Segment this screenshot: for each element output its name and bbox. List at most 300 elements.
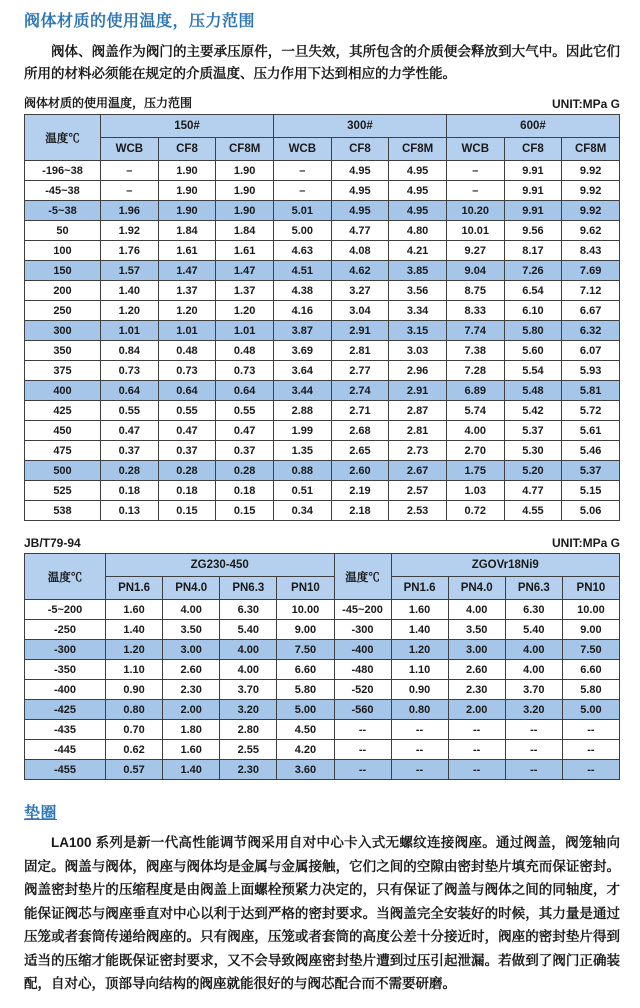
temperature-cell: 350 xyxy=(25,341,101,361)
pressure-value-cell: 0.28 xyxy=(101,461,159,481)
class-300-header: 300# xyxy=(273,115,446,138)
pressure-value-cell: 6.32 xyxy=(562,321,620,341)
pressure-value-cell: -- xyxy=(505,760,562,780)
pressure-value-cell: 0.64 xyxy=(216,381,274,401)
pressure-value-cell: 9.92 xyxy=(562,161,620,181)
pressure-value-cell: 1.90 xyxy=(158,201,216,221)
pressure-value-cell: 2.91 xyxy=(389,381,447,401)
temperature-cell: -45~38 xyxy=(25,181,101,201)
pressure-value-cell: 5.72 xyxy=(562,401,620,421)
temperature-cell: -45~200 xyxy=(334,600,391,620)
temperature-cell: -- xyxy=(334,720,391,740)
pressure-value-cell: 1.60 xyxy=(106,600,163,620)
table2-pn-header-row xyxy=(25,577,620,600)
pressure-value-cell: 0.37 xyxy=(101,441,159,461)
pressure-value-cell: 2.74 xyxy=(331,381,389,401)
pressure-value-cell: 0.80 xyxy=(391,700,448,720)
temperature-cell: -300 xyxy=(334,620,391,640)
pressure-value-cell: 1.03 xyxy=(446,481,504,501)
pressure-value-cell: -- xyxy=(391,740,448,760)
pressure-value-cell: 0.84 xyxy=(101,341,159,361)
grade-column-header: CF8 xyxy=(158,138,216,161)
pressure-value-cell: 8.75 xyxy=(446,281,504,301)
pressure-value-cell: 5.15 xyxy=(562,481,620,501)
grade-column-header: CF8M xyxy=(389,138,447,161)
pressure-value-cell: 1.80 xyxy=(163,720,220,740)
pressure-value-cell: 3.27 xyxy=(331,281,389,301)
pressure-value-cell: 5.40 xyxy=(505,620,562,640)
temperature-column-header: 温度℃ xyxy=(25,115,101,161)
table-row xyxy=(25,620,620,640)
pressure-value-cell: 0.28 xyxy=(158,461,216,481)
grade-column-header: PN4.0 xyxy=(448,577,505,600)
temperature-cell: 250 xyxy=(25,301,101,321)
pressure-value-cell: 0.73 xyxy=(101,361,159,381)
pressure-value-cell: 4.95 xyxy=(331,161,389,181)
pressure-value-cell: 0.18 xyxy=(216,481,274,501)
table-row xyxy=(25,381,620,401)
pressure-value-cell: 1.96 xyxy=(101,201,159,221)
pressure-value-cell: -- xyxy=(391,760,448,780)
pressure-value-cell: 3.85 xyxy=(389,261,447,281)
temperature-cell: -455 xyxy=(25,760,106,780)
grade-column-header: PN10 xyxy=(562,577,619,600)
pressure-value-cell: 0.18 xyxy=(101,481,159,501)
temperature-cell: 500 xyxy=(25,461,101,481)
pressure-value-cell: -- xyxy=(562,760,619,780)
pressure-value-cell: 5.60 xyxy=(504,341,562,361)
table-row xyxy=(25,740,620,760)
pressure-value-cell: – xyxy=(273,161,331,181)
pressure-value-cell: 5.20 xyxy=(504,461,562,481)
pressure-value-cell: – xyxy=(273,181,331,201)
pressure-value-cell: 0.70 xyxy=(106,720,163,740)
pressure-value-cell: 4.77 xyxy=(331,221,389,241)
pressure-value-cell: 6.30 xyxy=(505,600,562,620)
pressure-value-cell: -- xyxy=(562,720,619,740)
pressure-value-cell: 1.90 xyxy=(158,161,216,181)
pressure-value-cell: 5.00 xyxy=(277,700,334,720)
pressure-value-cell: 1.99 xyxy=(273,421,331,441)
pressure-value-cell: 2.53 xyxy=(389,501,447,521)
grade-column-header: CF8 xyxy=(504,138,562,161)
pressure-value-cell: 4.16 xyxy=(273,301,331,321)
grade-column-header: CF8M xyxy=(562,138,620,161)
pressure-value-cell: 1.84 xyxy=(216,221,274,241)
temperature-cell: 425 xyxy=(25,401,101,421)
temperature-cell: 475 xyxy=(25,441,101,461)
pressure-value-cell: 2.87 xyxy=(389,401,447,421)
pressure-value-cell: 2.91 xyxy=(331,321,389,341)
pressure-value-cell: 4.95 xyxy=(331,181,389,201)
pressure-value-cell: 4.50 xyxy=(277,720,334,740)
pressure-value-cell: 2.88 xyxy=(273,401,331,421)
pressure-value-cell: 5.30 xyxy=(504,441,562,461)
class-150-header: 150# xyxy=(101,115,274,138)
temperature-cell: 400 xyxy=(25,381,101,401)
pressure-value-cell: 0.72 xyxy=(446,501,504,521)
pressure-value-cell: 2.00 xyxy=(163,700,220,720)
pressure-value-cell: 0.13 xyxy=(101,501,159,521)
grade-column-header: PN6.3 xyxy=(505,577,562,600)
table2-unit-label: UNIT:MPa G xyxy=(551,536,620,550)
pressure-value-cell: 9.62 xyxy=(562,221,620,241)
pressure-value-cell: 4.95 xyxy=(389,201,447,221)
table-row xyxy=(25,241,620,261)
table-row xyxy=(25,301,620,321)
pressure-value-cell: 4.95 xyxy=(331,201,389,221)
pressure-value-cell: 4.00 xyxy=(163,600,220,620)
pressure-value-cell: 5.80 xyxy=(277,680,334,700)
pressure-value-cell: -- xyxy=(505,720,562,740)
class-600-header: 600# xyxy=(446,115,619,138)
pressure-value-cell: 1.61 xyxy=(216,241,274,261)
pressure-value-cell: 0.55 xyxy=(216,401,274,421)
pressure-value-cell: 8.33 xyxy=(446,301,504,321)
temperature-cell: -435 xyxy=(25,720,106,740)
pressure-value-cell: 4.21 xyxy=(389,241,447,261)
table1-material-header-row xyxy=(25,138,620,161)
pressure-value-cell: 5.42 xyxy=(504,401,562,421)
pressure-value-cell: 4.62 xyxy=(331,261,389,281)
pressure-value-cell: – xyxy=(101,161,159,181)
pressure-value-cell: 0.64 xyxy=(101,381,159,401)
pressure-value-cell: 2.68 xyxy=(331,421,389,441)
pressure-value-cell: 7.12 xyxy=(562,281,620,301)
pressure-value-cell: -- xyxy=(448,740,505,760)
pressure-value-cell: 2.65 xyxy=(331,441,389,461)
pressure-value-cell: 1.10 xyxy=(391,660,448,680)
table-row xyxy=(25,161,620,181)
table-row xyxy=(25,181,620,201)
pressure-value-cell: 0.47 xyxy=(216,421,274,441)
pressure-value-cell: 6.60 xyxy=(277,660,334,680)
intro-paragraph: 阀体、阀盖作为阀门的主要承压原件，一旦失效，其所包含的介质便会释放到大气中。因此它们所用的材料必须能在规定的介质温度、压力作用下达到相应的力学性能。 xyxy=(24,44,620,81)
pressure-value-cell: 4.08 xyxy=(331,241,389,261)
table-row xyxy=(25,401,620,421)
pressure-value-cell: 3.00 xyxy=(163,640,220,660)
pressure-value-cell: 7.26 xyxy=(504,261,562,281)
pressure-value-cell: 1.90 xyxy=(216,201,274,221)
pressure-value-cell: 5.80 xyxy=(562,680,619,700)
pressure-value-cell: 0.73 xyxy=(158,361,216,381)
pressure-value-cell: 1.57 xyxy=(101,261,159,281)
pressure-value-cell: 2.57 xyxy=(389,481,447,501)
zgovr18ni9-header: ZGOVr18Ni9 xyxy=(391,554,620,577)
grade-column-header: PN6.3 xyxy=(220,577,277,600)
pressure-value-cell: -- xyxy=(448,760,505,780)
pressure-value-cell: 0.47 xyxy=(101,421,159,441)
pressure-value-cell: 4.63 xyxy=(273,241,331,261)
pressure-value-cell: 2.30 xyxy=(220,760,277,780)
pressure-value-cell: 6.30 xyxy=(220,600,277,620)
pressure-value-cell: 1.90 xyxy=(158,181,216,201)
pressure-value-cell: 9.56 xyxy=(504,221,562,241)
pressure-value-cell: 0.37 xyxy=(216,441,274,461)
table2-caption-row xyxy=(24,536,620,550)
table-row xyxy=(25,760,620,780)
pressure-value-cell: 5.93 xyxy=(562,361,620,381)
pressure-value-cell: 1.01 xyxy=(101,321,159,341)
gasket-section-title: 垫圈 xyxy=(24,805,58,822)
table-row xyxy=(25,600,620,620)
pressure-value-cell: 2.81 xyxy=(389,421,447,441)
pressure-value-cell: 9.91 xyxy=(504,161,562,181)
table-row xyxy=(25,421,620,441)
temperature-cell: -400 xyxy=(334,640,391,660)
grade-column-header: PN1.6 xyxy=(391,577,448,600)
pressure-value-cell: 0.28 xyxy=(216,461,274,481)
pressure-value-cell: 7.69 xyxy=(562,261,620,281)
pressure-value-cell: 9.04 xyxy=(446,261,504,281)
pressure-value-cell: 2.81 xyxy=(331,341,389,361)
temperature-cell: 200 xyxy=(25,281,101,301)
pressure-value-cell: 1.37 xyxy=(216,281,274,301)
pressure-value-cell: 4.95 xyxy=(389,181,447,201)
pressure-value-cell: 0.34 xyxy=(273,501,331,521)
pressure-value-cell: 1.37 xyxy=(158,281,216,301)
gasket-paragraph: LA100 系列是新一代高性能调节阀采用自对中心卡入式无螺纹连接阀座。通过阀盖，阀笼轴向固定。阀盖与阀体，阀座与阀体均是金属与金属接触，它们之间的空隙由密封垫片填充而保证密封。阀盖密封垫片的压缩程度是由阀盖上面螺栓预紧力决定的，只有保证了阀盖与阀体之间的同轴度，才能保证阀芯与阀座垂直对中心以利于达到严格的密封要求。当阀盖完全安装好的时候，其力量是通过压笼或者套筒传递给阀座的。只有阀座，压笼或者套筒的高度公差十分接近时，阀座的密封垫片得到适当的压缩才能既保证密封要求，又不会导致阀座密封垫片遭到过压引起泄漏。若做到了阀门正确装配，自对心，顶部导向结构的阀座就能很好的与阀芯配合而不需要研磨。 xyxy=(24,835,620,991)
table-row xyxy=(25,201,620,221)
pressure-value-cell: 10.20 xyxy=(446,201,504,221)
pressure-value-cell: 2.30 xyxy=(448,680,505,700)
pressure-value-cell: 1.60 xyxy=(391,600,448,620)
pressure-value-cell: 5.46 xyxy=(562,441,620,461)
pressure-value-cell: 1.20 xyxy=(106,640,163,660)
temperature-cell: -400 xyxy=(25,680,106,700)
pressure-value-cell: 1.47 xyxy=(216,261,274,281)
table2-caption: JB/T79-94 xyxy=(24,536,81,550)
table2-group-header-row xyxy=(25,554,620,577)
pressure-value-cell: 3.44 xyxy=(273,381,331,401)
pressure-value-cell: 9.91 xyxy=(504,181,562,201)
pressure-value-cell: -- xyxy=(448,720,505,740)
grade-column-header: PN4.0 xyxy=(163,577,220,600)
pressure-value-cell: 4.38 xyxy=(273,281,331,301)
pressure-value-cell: 5.81 xyxy=(562,381,620,401)
pressure-value-cell: 2.67 xyxy=(389,461,447,481)
pressure-value-cell: 7.50 xyxy=(562,640,619,660)
temperature-cell: -445 xyxy=(25,740,106,760)
table-row xyxy=(25,441,620,461)
pressure-value-cell: 4.00 xyxy=(446,421,504,441)
pressure-value-cell: 4.00 xyxy=(220,660,277,680)
pressure-value-cell: -- xyxy=(391,720,448,740)
table1-group-header-row xyxy=(25,115,620,138)
pressure-value-cell: 4.95 xyxy=(389,161,447,181)
temperature-cell: -425 xyxy=(25,700,106,720)
pressure-value-cell: 0.48 xyxy=(216,341,274,361)
temperature-cell: 300 xyxy=(25,321,101,341)
temperature-cell: -480 xyxy=(334,660,391,680)
table-row xyxy=(25,341,620,361)
pressure-value-cell: 1.35 xyxy=(273,441,331,461)
pressure-value-cell: 1.40 xyxy=(101,281,159,301)
pressure-value-cell: 0.51 xyxy=(273,481,331,501)
pressure-value-cell: 7.50 xyxy=(277,640,334,660)
material-rating-table xyxy=(24,114,620,521)
pressure-value-cell: 0.18 xyxy=(158,481,216,501)
pressure-value-cell: 0.57 xyxy=(106,760,163,780)
pressure-value-cell: 2.00 xyxy=(448,700,505,720)
grade-column-header: WCB xyxy=(446,138,504,161)
pressure-value-cell: 1.20 xyxy=(101,301,159,321)
pressure-value-cell: 4.00 xyxy=(505,640,562,660)
pressure-value-cell: 5.37 xyxy=(562,461,620,481)
temperature-cell: -- xyxy=(334,760,391,780)
pressure-value-cell: 7.74 xyxy=(446,321,504,341)
pressure-value-cell: 0.80 xyxy=(106,700,163,720)
pressure-value-cell: 1.61 xyxy=(158,241,216,261)
pressure-value-cell: 10.00 xyxy=(562,600,619,620)
pressure-value-cell: 1.20 xyxy=(158,301,216,321)
pressure-value-cell: 0.90 xyxy=(106,680,163,700)
pressure-value-cell: 1.76 xyxy=(101,241,159,261)
table-row xyxy=(25,720,620,740)
pressure-value-cell: 3.64 xyxy=(273,361,331,381)
pressure-value-cell: 1.40 xyxy=(391,620,448,640)
pressure-value-cell: 0.73 xyxy=(216,361,274,381)
pressure-value-cell: 3.20 xyxy=(505,700,562,720)
pressure-value-cell: 3.03 xyxy=(389,341,447,361)
zg230-450-header: ZG230-450 xyxy=(106,554,335,577)
temperature-cell: -300 xyxy=(25,640,106,660)
grade-column-header: CF8 xyxy=(331,138,389,161)
pressure-value-cell: 0.55 xyxy=(158,401,216,421)
temperature-column-header: 温度℃ xyxy=(25,554,106,600)
pressure-value-cell: – xyxy=(446,181,504,201)
pressure-value-cell: 1.20 xyxy=(216,301,274,321)
table-row xyxy=(25,640,620,660)
table-row xyxy=(25,261,620,281)
pressure-value-cell: 4.77 xyxy=(504,481,562,501)
pressure-value-cell: 2.19 xyxy=(331,481,389,501)
pressure-value-cell: 0.37 xyxy=(158,441,216,461)
pressure-value-cell: 1.01 xyxy=(158,321,216,341)
pressure-value-cell: 2.96 xyxy=(389,361,447,381)
grade-column-header: WCB xyxy=(273,138,331,161)
pressure-value-cell: 2.77 xyxy=(331,361,389,381)
pressure-value-cell: 1.40 xyxy=(163,760,220,780)
pressure-value-cell: 3.69 xyxy=(273,341,331,361)
pressure-value-cell: 4.51 xyxy=(273,261,331,281)
pressure-value-cell: 1.10 xyxy=(106,660,163,680)
pressure-value-cell: 6.67 xyxy=(562,301,620,321)
pressure-value-cell: 1.75 xyxy=(446,461,504,481)
pressure-value-cell: 3.15 xyxy=(389,321,447,341)
temperature-cell: -5~200 xyxy=(25,600,106,620)
pressure-value-cell: 4.00 xyxy=(505,660,562,680)
grade-column-header: CF8M xyxy=(216,138,274,161)
pressure-value-cell: 5.37 xyxy=(504,421,562,441)
table-row xyxy=(25,680,620,700)
pressure-value-cell: 3.56 xyxy=(389,281,447,301)
pressure-value-cell: 1.01 xyxy=(216,321,274,341)
temperature-cell: 150 xyxy=(25,261,101,281)
pressure-value-cell: 9.00 xyxy=(277,620,334,640)
pressure-value-cell: 3.70 xyxy=(505,680,562,700)
pressure-value-cell: 4.00 xyxy=(220,640,277,660)
pressure-value-cell: 7.28 xyxy=(446,361,504,381)
table-row xyxy=(25,501,620,521)
table-row xyxy=(25,700,620,720)
pressure-value-cell: 3.00 xyxy=(448,640,505,660)
pressure-value-cell: 3.87 xyxy=(273,321,331,341)
pressure-value-cell: 0.88 xyxy=(273,461,331,481)
pressure-value-cell: 10.00 xyxy=(277,600,334,620)
pressure-value-cell: 3.60 xyxy=(277,760,334,780)
grade-column-header: WCB xyxy=(101,138,159,161)
table-row xyxy=(25,461,620,481)
temperature-cell: 100 xyxy=(25,241,101,261)
table-row xyxy=(25,660,620,680)
pressure-value-cell: 3.70 xyxy=(220,680,277,700)
pressure-value-cell: 5.80 xyxy=(504,321,562,341)
pressure-value-cell: 2.60 xyxy=(331,461,389,481)
pressure-value-cell: 2.73 xyxy=(389,441,447,461)
pressure-value-cell: 5.00 xyxy=(562,700,619,720)
pressure-value-cell: 0.62 xyxy=(106,740,163,760)
grade-column-header: PN10 xyxy=(277,577,334,600)
pressure-value-cell: 2.18 xyxy=(331,501,389,521)
jb-standard-table xyxy=(24,553,620,780)
pressure-value-cell: 4.80 xyxy=(389,221,447,241)
pressure-value-cell: 3.50 xyxy=(448,620,505,640)
pressure-value-cell: 0.48 xyxy=(158,341,216,361)
pressure-value-cell: 0.15 xyxy=(216,501,274,521)
table-row xyxy=(25,221,620,241)
table-row xyxy=(25,281,620,301)
pressure-value-cell: 2.71 xyxy=(331,401,389,421)
pressure-value-cell: 5.54 xyxy=(504,361,562,381)
pressure-value-cell: 1.84 xyxy=(158,221,216,241)
pressure-value-cell: 0.64 xyxy=(158,381,216,401)
pressure-value-cell: 0.90 xyxy=(391,680,448,700)
pressure-value-cell: 7.38 xyxy=(446,341,504,361)
temperature-cell: -196~38 xyxy=(25,161,101,181)
pressure-value-cell: 3.34 xyxy=(389,301,447,321)
pressure-value-cell: 1.90 xyxy=(216,161,274,181)
pressure-value-cell: 4.20 xyxy=(277,740,334,760)
pressure-value-cell: 5.01 xyxy=(273,201,331,221)
pressure-value-cell: 1.90 xyxy=(216,181,274,201)
pressure-value-cell: 4.00 xyxy=(448,600,505,620)
pressure-value-cell: 5.06 xyxy=(562,501,620,521)
pressure-value-cell: 5.40 xyxy=(220,620,277,640)
page-title: 阀体材质的使用温度，压力范围 xyxy=(24,13,256,30)
pressure-value-cell: 4.55 xyxy=(504,501,562,521)
temperature-cell: -5~38 xyxy=(25,201,101,221)
pressure-value-cell: 2.60 xyxy=(163,660,220,680)
pressure-value-cell: 0.15 xyxy=(158,501,216,521)
pressure-value-cell: – xyxy=(446,161,504,181)
temperature-cell: -- xyxy=(334,740,391,760)
pressure-value-cell: 3.20 xyxy=(220,700,277,720)
pressure-value-cell: 2.80 xyxy=(220,720,277,740)
pressure-value-cell: – xyxy=(101,181,159,201)
pressure-value-cell: 5.48 xyxy=(504,381,562,401)
pressure-value-cell: 1.60 xyxy=(163,740,220,760)
pressure-value-cell: 5.00 xyxy=(273,221,331,241)
pressure-value-cell: 1.92 xyxy=(101,221,159,241)
pressure-value-cell: 2.60 xyxy=(448,660,505,680)
pressure-value-cell: 8.17 xyxy=(504,241,562,261)
pressure-value-cell: 1.47 xyxy=(158,261,216,281)
pressure-value-cell: 5.74 xyxy=(446,401,504,421)
table-row xyxy=(25,481,620,501)
pressure-value-cell: 6.10 xyxy=(504,301,562,321)
pressure-value-cell: 6.54 xyxy=(504,281,562,301)
